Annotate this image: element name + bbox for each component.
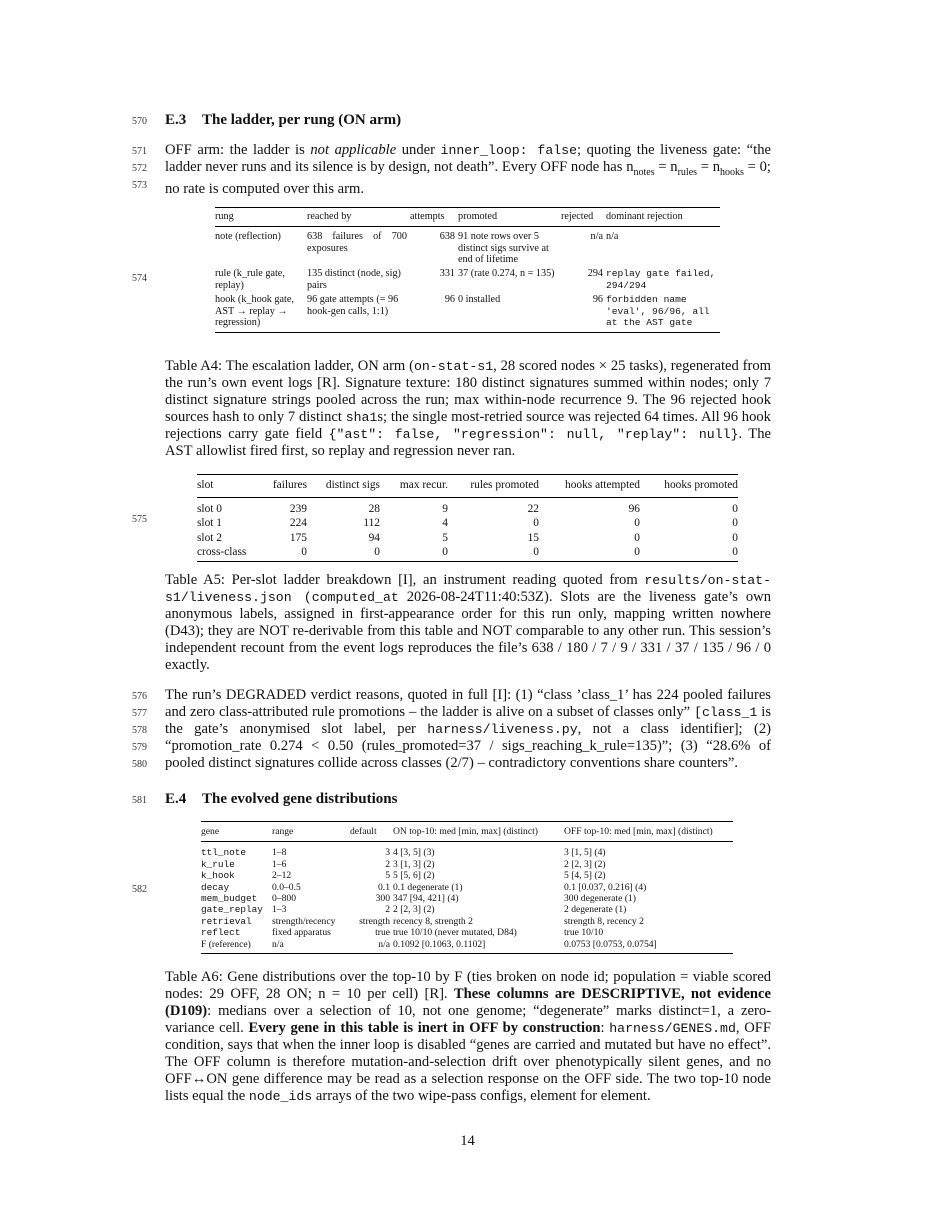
table-cell: n/a [350,939,393,954]
table-cell: 1–8 [272,847,287,859]
table-cell: 37 (rate 0.274, n = 135) [458,268,555,280]
table-row [215,267,720,293]
table-header-row [215,208,720,227]
table-cell: 5 [385,870,390,882]
table-cell: 331 [439,268,455,280]
table-cell: 96 [628,502,640,515]
section-number: E.3 [165,112,187,128]
subscript: hooks [720,166,744,178]
table-caption-a5 [165,572,771,674]
text-run: arrays of the two wipe-pass configs, element for element. [312,1088,651,1104]
line-number: 573 [132,180,147,191]
table-cell: 2 [2, 3] (2) [393,904,435,916]
line-number: 581 [132,795,147,806]
subscript: notes [633,166,655,178]
table-cell: 0 [539,545,640,561]
line-number: 580 [132,759,147,770]
text-run: Per-slot ladder breakdown [I], an instrument reading quoted from [224,572,645,588]
caption-label: Table A6: [165,969,223,985]
table-a4 [215,207,720,333]
text-run: = n [697,159,721,175]
table-cell: slot 1 [197,517,223,530]
table-cell: 3 [1, 3] (2) [393,858,435,870]
table-cell: k_rule [201,858,235,870]
table-cell: 28 [368,502,380,515]
table-row [201,842,733,859]
table-cell: 638 failures of 700 exposures [307,230,407,254]
table-cell: 3 [1, 5] (4) [564,847,606,859]
table-cell: note (reflection) [215,230,281,242]
table-row [201,939,733,954]
column-header: dominant rejection [606,208,720,227]
line-number: 571 [132,146,147,157]
text-run: is the gate’s anonymised slot label, per [165,704,771,737]
table-cell: 0.1 [0.037, 0.216] (4) [564,881,647,893]
column-header: promoted [458,208,561,227]
table-row [201,870,733,881]
table-caption-a6 [165,969,771,1105]
column-header: ON top-10: med [min, max] (distinct) [393,822,564,842]
table-cell: 0 [533,517,539,530]
text-run: , 28 scored nodes × 25 tasks), regenerated from the run’s own event logs [R]. Signature texture: 180 distinct signatures summed within nodes; only 7 distinct signature strings pooled across the run; max within-node recurrence 9. The 96 rejected hook sources hash to only 7 distinct [165,358,771,425]
code-text: node_ids [248,1089,313,1104]
table-row [197,531,738,546]
section-number: E.4 [165,791,187,807]
table-cell: 224 [289,517,307,530]
table-cell: 2 [385,858,390,870]
table-row [201,859,733,870]
section-heading-e3 [165,112,771,129]
table-a6 [201,821,733,954]
column-header: rung [215,208,307,227]
table-cell: 0.1092 [0.1063, 0.1102] [393,939,564,954]
table-cell: 239 [289,502,307,515]
table-cell: 294 [587,268,603,280]
table-cell: 0.0–0.5 [272,881,301,893]
table-cell: 0–800 [272,893,296,905]
table-cell: 0 [732,517,738,530]
text-run: : medians over a selection of 10, not one genome; “degenerate” marks distinct=1, a zero-variance cell. [165,1003,771,1036]
column-header: default [350,822,393,842]
table-cell: 0 [634,517,640,530]
table-cell: 5 [5, 6] (2) [393,870,435,882]
table-cell: 0.1 degenerate (1) [393,881,463,893]
table-cell: ttl_note [201,847,247,859]
table-cell: 0 [448,545,539,561]
code-text: {"ast": false, "regression": null, "replay": null} [328,427,739,442]
table-cell: 5 [442,531,448,544]
text-run: s; the single most-retried source was rejected 64 times. All 96 hook rejections carry gate field [165,409,771,442]
line-number: 572 [132,163,147,174]
table-cell: rule (k_rule gate, replay) [215,268,285,291]
table-row [201,893,733,904]
bold-text: Every gene in this table is inert in OFF by construction [248,1020,601,1036]
table-row [215,293,720,333]
caption-label: Table A5: [165,572,225,588]
table-cell: 2 [2, 3] (2) [564,858,606,870]
table-cell: forbidden name 'eval', 96/96, all at the AST gate [606,293,720,333]
column-header: failures [259,475,307,498]
text-run: Gene distributions over the top-10 by F (ties broken on node id; population = viable scored nodes: 29 OFF, 28 ON; n = 10 per cell) [R]. [165,969,771,1002]
column-header: range [272,822,350,842]
table-cell: recency 8, strength 2 [393,915,473,927]
table-cell: 0 [732,531,738,544]
column-header: distinct sigs [307,475,380,498]
column-header: rejected [561,208,606,227]
table-cell: 96 gate attempts (= 96 hook-gen calls, 1:1) [307,293,410,333]
table-row [201,904,733,915]
table-cell: n/a [590,230,603,242]
text-run: 2026-08-24T11:40:53Z). Slots are the liveness gate’s own anonymous labels, assigned in first-appearance order for this run only, mapping written nowhere (D43); they are NOT re-derivable from this table and NOT comparable to any other run. This session’s independent recount from the event logs reproduces the file’s 638 / 180 / 7 / 9 / 331 / 37 / 135 / 96 / 0 exactly. [165,589,772,673]
table-cell: 1–6 [272,858,287,870]
table-cell: 135 distinct (node, sig) pairs [307,268,401,291]
table-cell: 15 [527,531,539,544]
page-number: 14 [460,1133,475,1149]
code-text: results/on-stat-s1/liveness.json (computed_at [165,573,771,605]
line-number: 575 [132,514,147,525]
table-cell: 112 [363,517,380,530]
table-cell: reflect [201,927,241,939]
table-cell: 0.0753 [0.0753, 0.0754] [564,939,733,954]
text-run: ; quoting the liveness gate: “the ladder never runs and its silence is by design, not death”. Every OFF node has n [165,142,771,175]
table-cell: 91 note rows over 5 distinct sigs survive at end of lifetime [458,230,549,266]
table-a5 [197,474,738,562]
table-cell: 9 [442,502,448,515]
table-cell: F (reference) [201,939,272,954]
column-header: hooks promoted [640,475,738,498]
table-header-row [201,822,733,842]
table-cell: 638 [439,230,455,242]
table-cell: 0 installed [458,293,561,333]
table-cell: 0 [640,545,738,561]
code-text: harness/GENES.md [609,1021,736,1036]
table-cell: 0.1 [378,881,390,893]
line-number: 576 [132,691,147,702]
table-row [197,545,738,561]
table-cell: cross-class [197,545,259,561]
line-number: 579 [132,742,147,753]
table-cell: 1–3 [272,904,287,916]
table-row [201,882,733,893]
column-header: OFF top-10: med [min, max] (distinct) [564,822,733,842]
caption-label: Table A4: [165,358,223,374]
paragraph-degraded-verdict [165,687,771,772]
line-number: 570 [132,116,147,127]
section-title: The ladder, per rung (ON arm) [202,112,402,128]
table-cell: replay gate failed, 294/294 [606,268,716,291]
table-cell: true 10/10 [564,927,604,939]
table-cell: 0 [380,545,448,561]
section-title: The evolved gene distributions [202,791,398,807]
table-cell: 2 degenerate (1) [564,904,627,916]
subscript: rules [677,166,698,178]
text-run: The run’s DEGRADED verdict reasons, quoted in full [I]: (1) “class ’class_1’ has 224 pooled failures and zero class-attributed rule promotions – the ladder is alive on a subset of classes only” [165,687,771,720]
table-cell: slot 2 [197,531,223,544]
text-run: : [600,1020,610,1036]
table-cell: 3 [385,847,390,859]
table-cell: true 10/10 (never mutated, D84) [393,927,517,939]
table-cell: mem_budget [201,893,258,905]
emphasis-text: not applicable [310,142,397,158]
table-cell: 2–12 [272,870,292,882]
column-header: hooks attempted [539,475,640,498]
table-cell: strength/recency [272,915,336,927]
code-text: inner_loop: false [440,143,577,158]
table-caption-a4 [165,358,771,460]
table-cell: slot 0 [197,502,223,515]
code-text: sha1 [345,410,378,425]
column-header: slot [197,475,259,498]
section-heading-e4 [165,791,771,808]
bold-text: These columns are DESCRIPTIVE, not evidence (D109) [165,986,772,1019]
table-row [201,916,733,927]
column-header: gene [201,822,272,842]
code-text: harness/liveness.py [427,722,578,737]
table-cell: fixed apparatus [272,927,331,939]
table-cell: 0 [307,545,380,561]
table-cell: gate_replay [201,904,263,916]
table-cell: 300 degenerate (1) [564,893,636,905]
text-run: OFF arm: the ladder is [165,142,311,158]
table-cell: 4 [442,517,448,530]
table-row [215,226,720,267]
line-number: 582 [132,884,147,895]
table-cell: 347 [94, 421] (4) [393,893,459,905]
line-number: 577 [132,708,147,719]
text-run: . The AST allowlist fired first, so replay and regression never ran. [165,426,771,459]
table-row [197,516,738,531]
text-run: = 0; no rate is computed over this arm. [165,159,771,197]
column-header: attempts [410,208,458,227]
column-header: rules promoted [448,475,539,498]
table-cell: strength [359,915,390,927]
table-cell: decay [201,881,230,893]
table-cell: 0 [732,502,738,515]
table-cell: 94 [368,531,380,544]
text-run: , OFF condition, says that when the inner loop is disabled “genes are carried and mutated but have no effect”. The OFF column is therefore mutation-and-selection drift over phenotypically silent genes, and no OFF↔ON gene difference may be read as a selection response on the OFF side. The two top-10 node lists equal the [165,1020,771,1104]
code-text: on-stat-s1 [413,359,494,374]
line-number: 574 [132,273,147,284]
code-text: [class_1 [694,705,758,720]
text-run: = n [654,159,678,175]
table-header-row [197,475,738,498]
table-cell: 300 [375,893,390,905]
table-cell: 0 [259,545,307,561]
table-cell: n/a [272,939,350,954]
table-cell: 0 [634,531,640,544]
paragraph-off-arm [165,142,771,198]
text-run: The escalation ladder, ON arm ( [222,358,414,374]
table-cell: 2 [385,904,390,916]
table-cell: k_hook [201,870,235,882]
table-cell: 96 [561,293,606,333]
table-cell: n/a [606,230,619,242]
table-cell: 96 [410,293,458,333]
table-cell: retrieval [201,915,252,927]
text-run: under [396,142,441,158]
text-run: , not a class identifier]; (2) “promotion_rate 0.274 < 0.50 (rules_promoted=37 / sigs_reaching_k_rule=135)”; (3) “28.6% of pooled distinct signatures collide across classes (2/7) – contradictory conventions share counters”. [165,721,771,771]
table-row [197,497,738,516]
table-cell: true [375,927,390,939]
line-number: 578 [132,725,147,736]
table-cell: 22 [527,502,539,515]
column-header: reached by [307,208,410,227]
table-row [201,927,733,938]
column-header: max recur. [380,475,448,498]
table-cell: strength 8, recency 2 [564,915,644,927]
table-cell: 5 [4, 5] (2) [564,870,606,882]
table-cell: 175 [289,531,307,544]
table-cell: 4 [3, 5] (3) [393,847,435,859]
table-cell: hook (k_hook gate, AST → replay → regression) [215,293,307,333]
